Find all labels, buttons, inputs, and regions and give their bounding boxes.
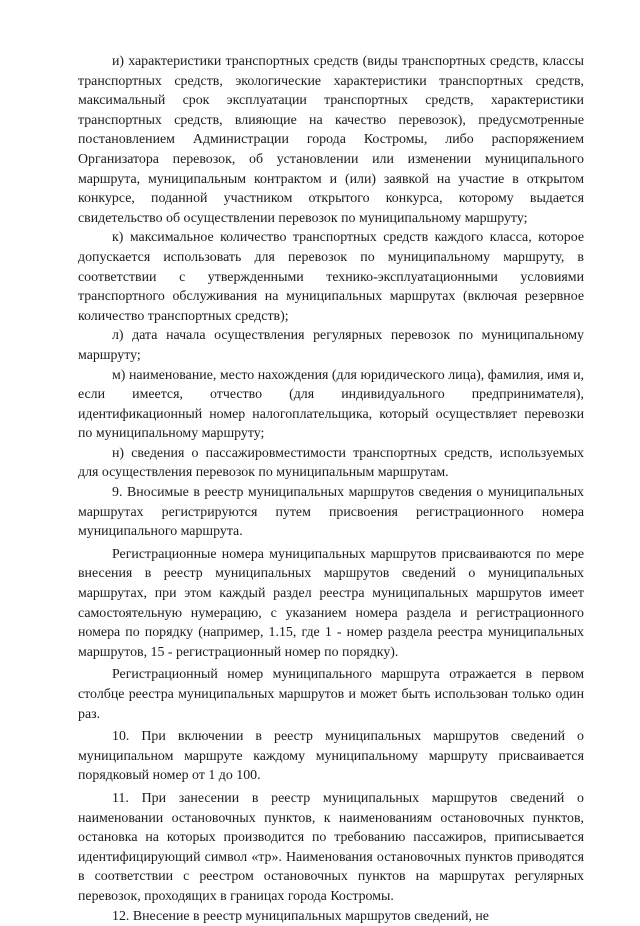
paragraph-item-m: м) наименование, место нахождения (для юридического лица), фамилия, имя и, если имеется, отчество (для индивидуального предпринимателя), идентификационный номер налогоплательщика, который осуществляет перевозки по муниципальному маршруту;	[78, 367, 584, 442]
paragraph-section-10: 10. При включении в реестр муниципальных маршрутов сведений о муниципальном маршруте каждому муниципальному маршруту присваивается порядковый номер от 1 до 100.	[78, 729, 584, 784]
paragraph-item-n: н) сведения о пассажировместимости транспортных средств, используемых для осуществления перевозок по муниципальным маршрутам.	[78, 445, 584, 481]
paragraph-section-12: 12. Внесение в реестр муниципальных маршрутов сведений, не	[112, 908, 489, 924]
paragraph-section-11: 11. При занесении в реестр муниципальных маршрутов сведений о наименовании остановочных пунктов, к наименованиям остановочных пунктов, остановка на которых производится по требованию пассажиров, приписывается идентифицирующий символ «тр». Наименования остановочных пунктов приводятся в соответствии с реестром остановочных пунктов на маршрутах регулярных перевозок, проходящих в границах города Костромы.	[78, 790, 584, 904]
paragraph-registration-number-column: Регистрационный номер муниципального маршрута отражается в первом столбце реестра муниципальных маршрутов и может быть использован только один раз.	[78, 667, 584, 722]
paragraph-item-k: к) максимальное количество транспортных средств каждого класса, которое допускается использовать для перевозок по муниципальному маршруту, в соответствии с утвержденными технико-эксплуатационными условиями транспортного обслуживания на муниципальных маршрутах (включая резервное количество транспортных средств);	[78, 230, 584, 324]
paragraph-registration-numbers: Регистрационные номера муниципальных маршрутов присваиваются по мере внесения в реестр муниципальных маршрутов сведений о муниципальных маршрутах, при этом каждый раздел реестра муниципальных маршрутов имеет самостоятельную нумерацию, с указанием номера раздела и регистрационного номера по порядку (например, 1.15, где 1 - номер раздела реестра муниципальных маршрутов, 15 - регистрационный номер по порядку).	[78, 546, 584, 660]
paragraph-item-i: и) характеристики транспортных средств (виды транспортных средств, классы транспортных средств, экологические характеристики транспортных средств, максимальный срок эксплуатации транспортных средств, характеристики транспортных средств, влияющие на качество перевозок), предусмотренные постановлением Администрации города Костромы, либо распоряжением Организатора перевозок, об установлении или изменении муниципального маршрута, муниципальным контрактом и (или) заявкой на участие в открытом конкурсе, поданной участником открытого конкурса, которому выдается свидетельство об осуществлении перевозок по муниципальному маршруту;	[78, 54, 584, 226]
paragraph-item-l: л) дата начала осуществления регулярных перевозок по муниципальному маршруту;	[78, 328, 584, 363]
paragraph-section-9: 9. Вносимые в реестр муниципальных маршрутов сведения о муниципальных маршрутах регистрируются путем присвоения регистрационного номера муниципального маршрута.	[78, 485, 584, 540]
